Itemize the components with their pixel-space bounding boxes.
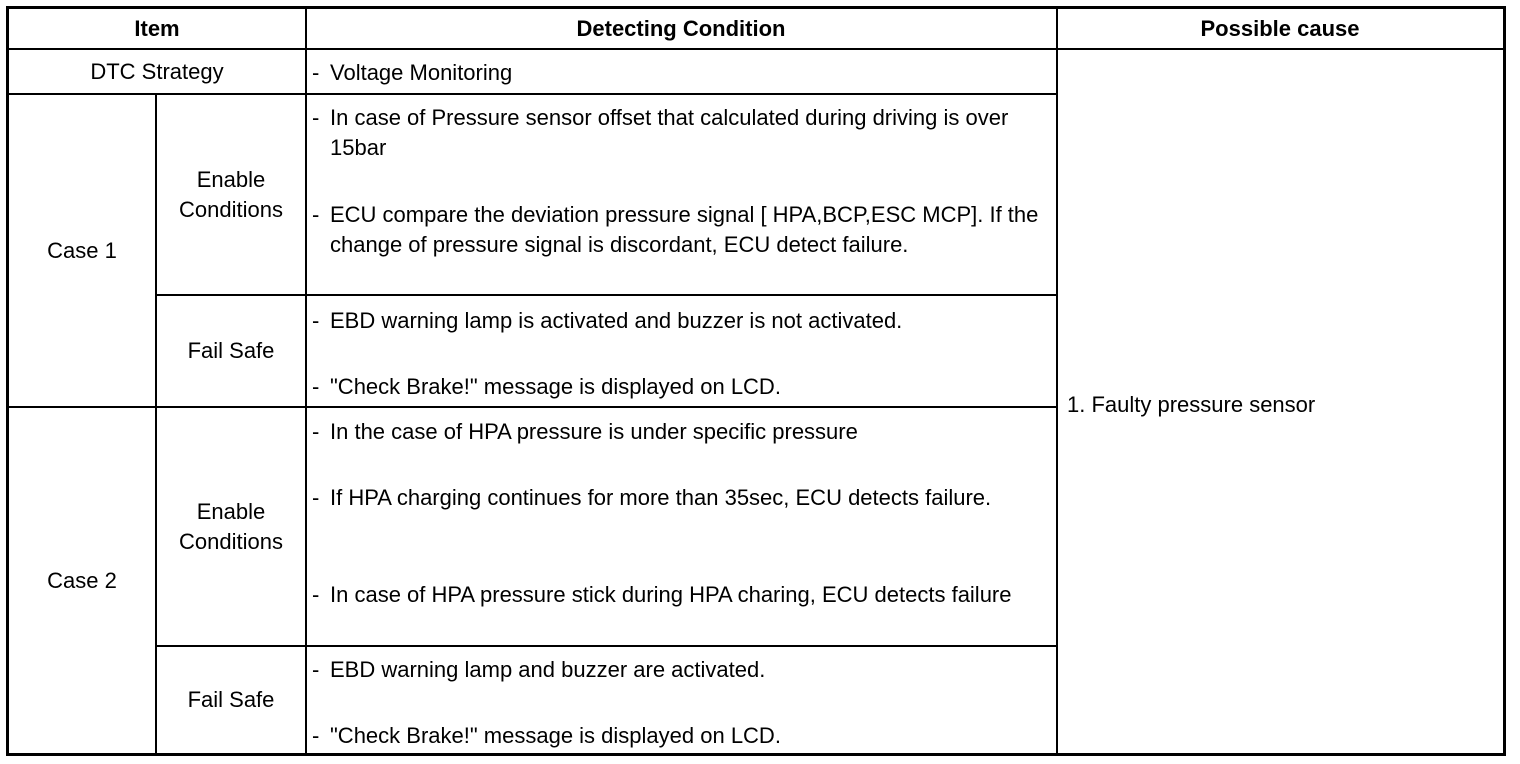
case2-failsafe-label: Fail Safe <box>187 687 275 712</box>
case2-enable-label: Enable Conditions <box>179 498 283 554</box>
col-divider <box>1056 9 1058 753</box>
col-divider <box>305 9 307 753</box>
bullet-dash: - <box>312 60 320 85</box>
case1-enable-label: Enable Conditions <box>179 166 283 222</box>
header-possible-cause: Possible cause <box>1200 15 1360 41</box>
possible-cause-text: 1. Faulty pressure sensor <box>1067 392 1316 417</box>
case1-failsafe-label: Fail Safe <box>187 338 275 363</box>
dtc-strategy-label: DTC Strategy <box>90 58 224 84</box>
case2-label: Case 2 <box>47 567 117 593</box>
dtc-table: Item Detecting Condition Possible cause DTC Strategy - Voltage Monitoring Case 1 Enable Conditions - In case of Pressure sensor offset that calculated during driving is over 15bar - ECU compare the deviation pressure signal [ HPA,BCP,ESC MCP]. If the change of pressure signal is discordant, ECU detect failure. Fail Safe - EBD warning lamp is activated and buzzer is not activated. - "Check Brake!" message is displayed on LCD. Case 2 Enable Conditions - In the case of HPA pressure is under specific pressure - If HPA charging continues for more than 35sec, ECU detects failure. - In case of HPA pressure stick during HPA charing, ECU detects failure Fail Safe - EBD warning lamp and buzzer are activated. - "Check Brake!" message is displayed on LCD. 1. Faulty pressure sensor <box>6 6 1506 756</box>
header-detecting-condition: Detecting Condition <box>576 15 786 41</box>
case1-label: Case 1 <box>47 237 117 263</box>
header-item: Item <box>134 15 180 41</box>
